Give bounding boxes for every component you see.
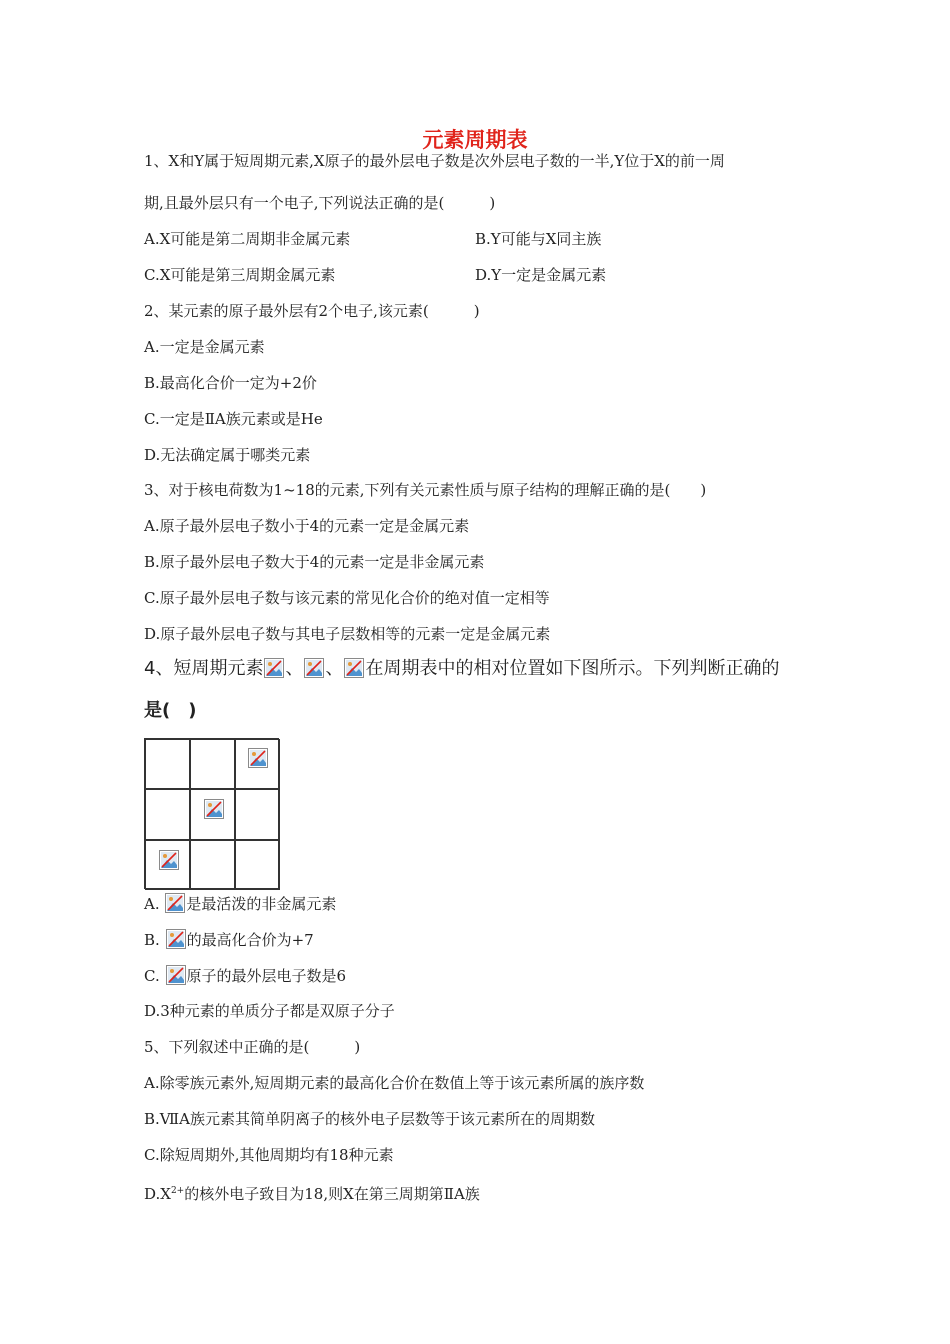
q4-stem-end: 在周期表中的相对位置如下图所示。下列判断正确的 xyxy=(365,658,780,679)
q4-option-c-prefix: C. xyxy=(144,967,160,985)
q1-option-a: A.X可能是第二周期非金属元素 xyxy=(144,230,351,248)
grid-cell xyxy=(190,739,235,789)
q5-option-b: B.ⅦA族元素其简单阴离子的核外电子层数等于该元素所在的周期数 xyxy=(144,1110,595,1128)
q5-option-d-prefix: D.X xyxy=(144,1185,171,1203)
q4-option-d: D.3种元素的单质分子都是双原子分子 xyxy=(144,1002,395,1020)
broken-image-icon xyxy=(344,658,364,678)
q4-option-c-text: 原子的最外层电子数是6 xyxy=(186,967,347,985)
q2-option-b: B.最高化合价一定为+2价 xyxy=(144,374,317,392)
q4-option-a-text: 是最活泼的非金属元素 xyxy=(186,895,337,913)
q1-stem-line1: 1、X和Y属于短周期元素,X原子的最外层电子数是次外层电子数的一半,Y位于X的前一周 xyxy=(144,152,725,170)
broken-image-icon xyxy=(304,658,324,678)
broken-image-icon xyxy=(159,850,179,870)
q3-option-d: D.原子最外层电子数与其电子层数相等的元素一定是金属元素 xyxy=(144,625,551,643)
grid-cell xyxy=(235,739,280,789)
q5-option-a: A.除零族元素外,短周期元素的最高化合价在数值上等于该元素所属的族序数 xyxy=(144,1074,645,1092)
q2-option-a: A.一定是金属元素 xyxy=(144,338,265,356)
grid-cell xyxy=(145,840,190,890)
broken-image-icon xyxy=(204,799,224,819)
broken-image-icon xyxy=(264,658,284,678)
q1-option-c: C.X可能是第三周期金属元素 xyxy=(144,266,336,284)
q4-option-b xyxy=(144,929,314,949)
q5-option-d xyxy=(144,1182,480,1203)
grid-cell xyxy=(145,739,190,789)
broken-image-icon xyxy=(166,929,186,949)
q2-stem: 2、某元素的原子最外层有2个电子,该元素( ) xyxy=(144,302,480,320)
q4-separator-1: 、 xyxy=(285,658,304,679)
broken-image-icon xyxy=(165,893,185,913)
q3-option-a: A.原子最外层电子数小于4的元素一定是金属元素 xyxy=(144,517,470,535)
broken-image-icon xyxy=(248,748,268,768)
q3-option-c: C.原子最外层电子数与该元素的常见化合价的绝对值一定相等 xyxy=(144,589,550,607)
q5-option-d-charge: 2+ xyxy=(170,1186,185,1196)
grid-cell xyxy=(190,840,235,890)
page-title: 元素周期表 xyxy=(422,128,528,152)
q5-option-c: C.除短周期外,其他周期均有18种元素 xyxy=(144,1146,394,1164)
periodic-table-grid xyxy=(144,738,279,889)
q4-option-c xyxy=(144,965,346,985)
q5-stem: 5、下列叙述中正确的是( ) xyxy=(144,1038,361,1056)
q3-option-b: B.原子最外层电子数大于4的元素一定是非金属元素 xyxy=(144,553,485,571)
grid-cell xyxy=(190,789,235,840)
q4-stem-line1 xyxy=(144,658,779,680)
q5-option-d-text: 的核外电子致目为18,则X在第三周期第ⅡA族 xyxy=(184,1185,480,1203)
q4-option-a-prefix: A. xyxy=(144,895,160,913)
q1-option-b: B.Y可能与X同主族 xyxy=(475,230,602,248)
grid-cell xyxy=(145,789,190,840)
grid-cell xyxy=(235,789,280,840)
grid-cell xyxy=(235,840,280,890)
q4-stem-start: 4、短周期元素 xyxy=(144,658,264,679)
q1-stem-line2: 期,且最外层只有一个电子,下列说法正确的是( ) xyxy=(144,194,496,212)
q4-option-b-prefix: B. xyxy=(144,931,160,949)
q2-option-d: D.无法确定属于哪类元素 xyxy=(144,446,311,464)
q4-separator-2: 、 xyxy=(325,658,344,679)
q4-option-b-text: 的最高化合价为+7 xyxy=(186,931,314,949)
q2-option-c: C.一定是ⅡA族元素或是He xyxy=(144,410,323,428)
broken-image-icon xyxy=(166,965,186,985)
q4-stem-line2: 是( ) xyxy=(144,700,197,721)
q4-option-a xyxy=(144,893,336,913)
q3-stem: 3、对于核电荷数为1~18的元素,下列有关元素性质与原子结构的理解正确的是( ) xyxy=(144,481,707,499)
q1-option-d: D.Y一定是金属元素 xyxy=(475,266,607,284)
